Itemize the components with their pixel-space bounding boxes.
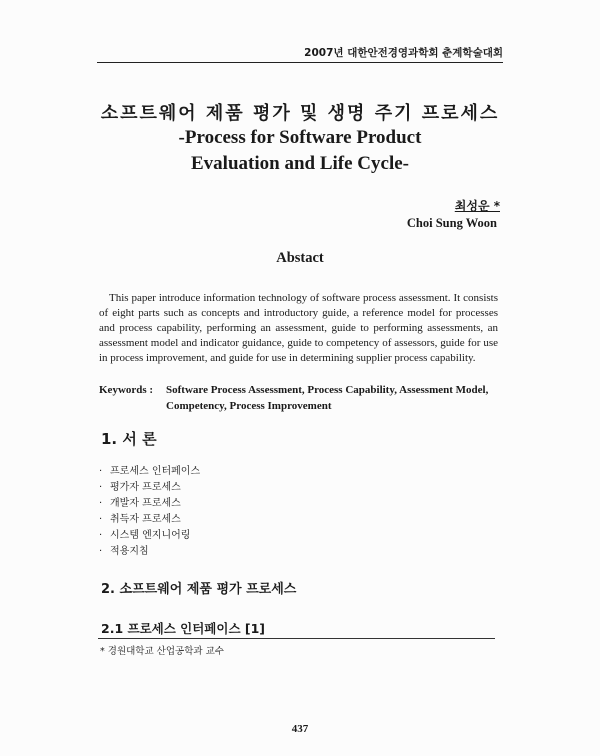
page-number: 437 <box>291 723 309 735</box>
footnote-rule <box>98 638 495 639</box>
list-item-text: 취득자 프로세스 <box>110 514 181 525</box>
list-item-text: 개발자 프로세스 <box>110 498 181 509</box>
list-item-text: 평가자 프로세스 <box>110 482 181 493</box>
list-item-text: 적용지침 <box>110 546 149 557</box>
section-1-heading: 1. 서 론 <box>101 430 157 448</box>
list-item <box>99 512 200 528</box>
keywords-text: Software Process Assessment, Process Capability, Assessment Model, Competency, Process Improvement <box>166 384 489 412</box>
bullet-marker: · <box>99 514 103 525</box>
title-english-line1: -Process for Software Product <box>178 127 422 148</box>
author-english: Choi Sung Woon <box>406 216 497 230</box>
section-2-heading: 2. 소프트웨어 제품 평가 프로세스 <box>101 582 297 597</box>
list-item <box>99 528 200 544</box>
list-item <box>99 464 200 480</box>
section-1-list <box>99 464 200 560</box>
list-item-text: 프로세스 인터페이스 <box>110 466 201 477</box>
list-item-text: 시스템 엔지니어링 <box>110 530 191 541</box>
title-korean: 소프트웨어 제품 평가 및 생명 주기 프로세스 <box>100 103 500 124</box>
abstract-heading: Abstact <box>276 250 324 266</box>
list-item <box>99 544 200 560</box>
abstract-body: This paper introduce information technology of software process assessment. It consists of eight parts such as concepts and introductory guide, a reference model for processes and process capability, performing an assessment, guide to performing assessments, an assessment model and indicator guidance, guide to competency of assessors, guide for use in process improvement, and guide for use in determining supplier process capability. <box>99 292 498 364</box>
bullet-marker: · <box>99 530 103 541</box>
conference-header: 2007년 대한안전경영과학회 춘계학술대회 <box>304 47 503 59</box>
bullet-marker: · <box>99 546 103 557</box>
title-english-line2: Evaluation and Life Cycle- <box>191 153 409 174</box>
list-item <box>99 496 200 512</box>
header-rule <box>97 62 503 63</box>
section-2-1-heading: 2.1 프로세스 인터페이스 [1] <box>101 621 265 636</box>
list-item <box>99 480 200 496</box>
bullet-marker: · <box>99 482 103 493</box>
keywords-label: Keywords : <box>99 384 154 396</box>
bullet-marker: · <box>99 466 103 477</box>
keywords <box>99 382 504 414</box>
footnote: * 경원대학교 산업공학과 교수 <box>100 646 224 657</box>
author-korean: 최성운 * <box>454 199 500 213</box>
bullet-marker: · <box>99 498 103 509</box>
